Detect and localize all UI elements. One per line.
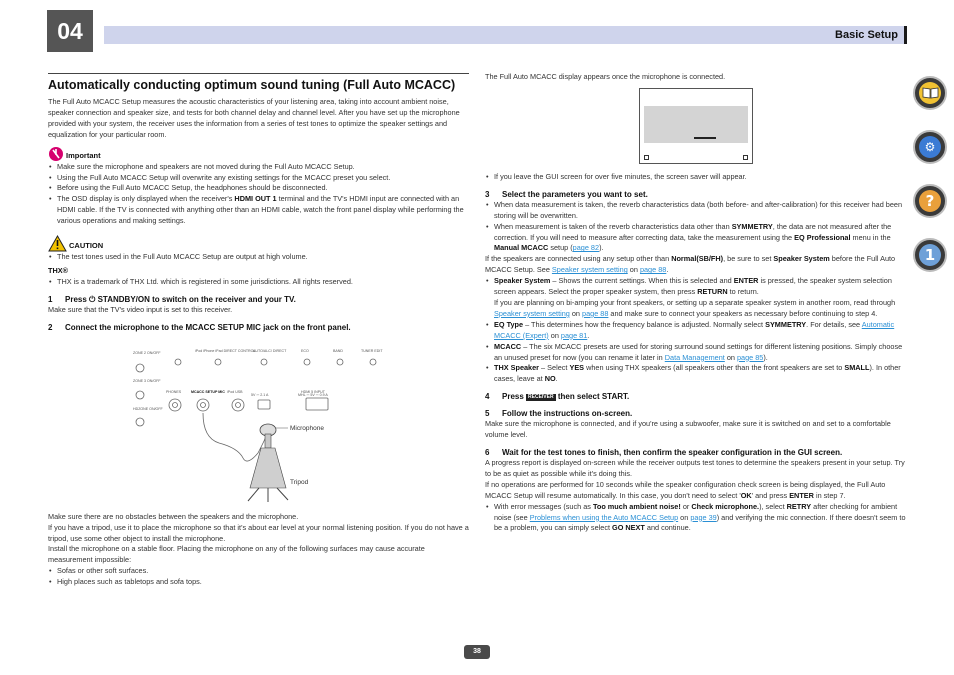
hdzone-label: HDZONE ON/OFF [133,406,163,411]
automatic-mcacc-expert-link[interactable]: Automatic MCACC (Expert) [494,319,895,340]
settings-icon[interactable]: ⚙ [913,130,947,164]
mcacc-gui-screen [639,88,753,164]
screensaver-note: • If you leave the GUI screen for over five minutes, the screen saver will appear. [494,172,906,183]
microphone-label: Microphone [290,424,324,432]
thx-speaker-item: • THX Speaker – Select YES when using THX speakers (all speakers other than the front speakers are set to SMALL). In other cases, leave at NO. [494,363,906,385]
section-title: Basic Setup [835,29,898,41]
speaker-system-setting-link[interactable]: Speaker system setting [551,265,628,275]
speaker-system-para: If the speakers are connected using any setup other than Normal(SB/FH), be sure to set Speaker System before the Full Auto MCACC Setup. See Speaker system setting on page 88. [485,254,896,275]
speaker-system-item: • Speaker System – Shows the current settings. When this is selected and ENTER is pressed, the speaker system selection screen appears. Select the proper speaker system, then press RETURN to return. If you are planning on bi-amping your front speakers, or setting up a separate speaker system in another room, read through Speaker system setting on page 88 and make sure to connect your speakers as necessary before continuing to step 4. [494,276,906,320]
quick-start-icon[interactable]: 1 [913,238,947,272]
tuner-edit-label: TUNER EDIT [361,348,383,353]
problems-auto-mcacc-link[interactable]: Problems when using the Auto MCACC Setup [529,512,679,522]
step-6: 6 Wait for the test tones to finish, then confirm the speaker configuration in the GUI screen. [485,448,843,458]
data-management-link[interactable]: Data Management [664,352,725,362]
help-icon[interactable]: ? [913,184,947,218]
surface-list [48,566,469,588]
speaker-system-setting-link[interactable]: Speaker system setting [494,308,570,318]
screensaver-list [485,172,906,183]
thx-label: THX® [48,265,68,275]
mcacc-item: • MCACC – The six MCACC presets are used for storing surround sound settings for different listening positions. Simply choose an unused preset for now (you can rename it later in Data Management on page 85). [494,342,906,364]
step-1-note: Make sure that the TV's video input is set to this receiver. [48,304,233,314]
hdmi5-label: HDMI 5 INPUT [301,389,325,394]
standby-icon: ⏻ [89,294,96,304]
chapter-number: 04 [47,10,93,52]
mcacc-mic-label: MCACC SETUP MIC [191,389,225,394]
error-list [485,502,906,535]
important-item: • Using the Full Auto MCACC Setup will overwrite any existing settings for the MCACC preset you select. [57,173,469,184]
important-item: • The OSD display is only displayed when the receiver's HDMI OUT 1 terminal and the TV's HDMI input are connected with an HDMI cable. If the TV is connected with anything other than an HDMI cable, watch the front panel display while performing the various operations and making settings. [57,194,469,227]
page-88-link[interactable]: page 88 [582,308,609,318]
manual-icon[interactable] [913,76,947,110]
step-6-para-1: A progress report is displayed on-screen while the receiver outputs test tones to determine the speakers present in your setup. Try to be as quiet as possible while it's doing this. [485,458,905,478]
step-6-para-2: If no operations are performed for 10 seconds while the speaker configuration check screen is being displayed, the Full Auto MCACC Setup will resume automatically. In this case, you don't need to select 'OK' and press ENTER in step 7. [485,479,886,500]
auto-direct-label: AUTO/ALC/ DIRECT [253,348,287,353]
step-3: 3 Select the parameters you want to set. [485,189,648,199]
title-rule [48,73,469,74]
ipod-control-label: iPod iPhone iPad DIRECT CONTROL [195,348,256,353]
eco-label: ECO [301,348,309,353]
page-85-link[interactable]: page 85 [736,352,764,362]
step-3-item: • When measurement is taken of the reverb characteristics data other than SYMMETRY, the data are not measured after the correction. If you will need to measure after correcting data, take the measurement using the EQ Professional menu in the Manual MCACC setup (page 82). [494,222,906,255]
install-note: Install the microphone on a stable floor. Placing the microphone on any of the following surfaces may cause accurate measurement impossible: [48,544,425,565]
gui-return-icon [644,155,649,160]
zone2-label: ZONE 2 ON/OFF [133,350,161,355]
parameter-list [485,276,906,385]
page-81-link[interactable]: page 81 [560,330,588,340]
important-item: • Before using the Full Auto MCACC Setup, the headphones should be disconnected. [57,183,469,194]
page-number: 38 [464,645,490,659]
surface-item: • Sofas or other soft surfaces. [57,566,469,577]
important-list [48,162,469,227]
obstacles-note: Make sure there are no obstacles between the speakers and the microphone. [48,511,299,521]
error-item: • With error messages (such as Too much ambient noise! or Check microphone.), select RETRY after checking for ambient noise (see Problems when using the Auto MCACC Setup on page 39) and verifying the mic connection. If there doesn't seem to be a problem, you can simply select GO NEXT and continue. [494,502,906,535]
step-4: 4 Press RECEIVER then select START. [485,392,630,402]
step-5: 5 Follow the instructions on-screen. [485,409,633,419]
phones-label: PHONES [166,389,182,394]
important-label: Important [66,150,101,160]
step-3-item: • When data measurement is taken, the reverb characteristics data (both before- and after-calibration) for this receiver had been storing will be overwritten. [494,200,906,222]
mhl-power-label: MHL ⎓ 5V ⎓ 0.9 A [298,392,328,397]
caution-list [48,252,469,263]
caution-label: CAUTION [69,241,104,251]
receiver-key-icon: RECEIVER [528,394,554,401]
eq-type-item: • EQ Type – This determines how the frequency balance is adjusted. Normally select SYMMETRY. For details, see Automatic MCACC (Expert) on page 81. [494,320,906,342]
page-title: Automatically conducting optimum sound tuning (Full Auto MCACC) [48,78,456,92]
step-1: 1 Press ⏻ STANDBY/ON to switch on the receiver and your TV. [48,294,296,304]
important-item: • Make sure the microphone and speakers are not moved during the Full Auto MCACC Setup. [57,162,469,173]
page-88-link[interactable]: page 88 [639,265,667,275]
thx-item: • THX is a trademark of THX Ltd. which is registered in some jurisdictions. All rights reserved. [57,277,469,288]
surface-item: • High places such as tabletops and sofa tops. [57,577,469,588]
tripod-note: If you have a tripod, use it to place the microphone so that it's about ear level at your normal listening position. If you do not have a tripod, use some other object to install the microphone. [48,522,469,543]
band-label: BAND [333,348,343,353]
right-column [485,72,906,534]
tripod-label: Tripod [290,478,309,486]
important-icon [48,146,64,162]
caution-notice [48,235,469,252]
page-39-link[interactable]: page 39 [690,512,717,522]
step-5-note: Make sure the microphone is connected, and if you're using a subwoofer, make sure it is switched on and set to a comfortable volume level. [485,419,891,440]
caution-item: • The test tones used in the Full Auto MCACC Setup are output at high volume. [57,252,469,263]
front-panel-illustration [133,338,393,508]
intro-paragraph: The Full Auto MCACC Setup measures the acoustic characteristics of your listening area, taking into account ambient noise, speaker connection and speaker size, and tests for both channel delay and channel level. After you have set up the microphone provided with your system, the receiver uses the information from a series of test tones to optimize the speaker settings and equalization for your particular room. [48,97,460,139]
front-panel-diagram [133,338,393,508]
step-2: 2 Connect the microphone to the MCACC SETUP MIC jack on the front panel. [48,322,351,332]
section-header [104,26,907,44]
zone3-label: ZONE 3 ON/OFF [133,378,161,383]
ipod-usb-label: iPod USB [227,389,243,394]
usb-power-label: 5V ⎓ 2.1 A [251,392,269,397]
page-82-link[interactable]: page 82 [572,243,600,253]
caution-icon [48,235,67,252]
important-notice [48,146,469,162]
gui-progress-bar [694,137,716,139]
microphone-graphic [248,424,288,502]
left-column [48,73,469,588]
gui-exit-icon [743,155,748,160]
step-3-list [485,200,906,255]
thx-list [48,277,469,288]
gui-caption: The Full Auto MCACC display appears once the microphone is connected. [485,72,726,81]
